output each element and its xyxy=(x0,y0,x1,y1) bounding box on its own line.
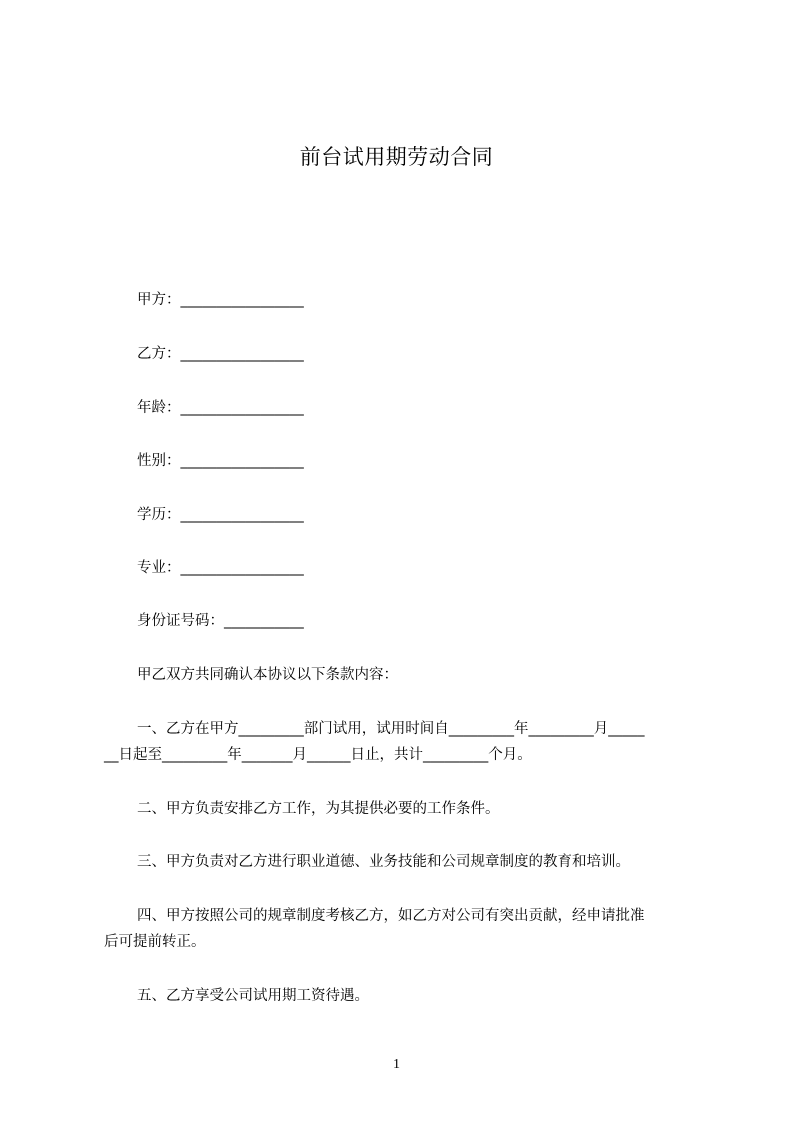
clause-3: 三、甲方负责对乙方进行职业道德、业务技能和公司规章制度的教育和培训。 xyxy=(137,854,630,870)
intro-paragraph: 甲乙双方共同确认本协议以下条款内容： xyxy=(137,667,398,683)
education-field: 学历：_________________ xyxy=(137,507,304,523)
clause-1-line-2: __日起至_________年_______月______日止，共计_________个月。 xyxy=(104,747,532,763)
document-title: 前台试用期劳动合同 xyxy=(299,145,494,169)
clause-4-line-1: 四、甲方按照公司的规章制度考核乙方，如乙方对公司有突出贡献，经申请批准 xyxy=(137,908,645,924)
clause-2: 二、甲方负责安排乙方工作，为其提供必要的工作条件。 xyxy=(137,801,500,817)
party-b-field: 乙方：_________________ xyxy=(137,346,304,362)
clause-5: 五、乙方享受公司试用期工资待遇。 xyxy=(137,988,369,1004)
clause-1-line-1: 一、乙方在甲方_________部门试用，试用时间自_________年_________月_____ xyxy=(137,721,645,737)
major-field: 专业：_________________ xyxy=(137,560,304,576)
party-a-field: 甲方：_________________ xyxy=(137,292,304,308)
gender-field: 性别：_________________ xyxy=(137,453,304,469)
id-number-field: 身份证号码：___________ xyxy=(137,613,304,629)
age-field: 年龄：_________________ xyxy=(137,400,304,416)
page-number: 1 xyxy=(393,1057,400,1072)
clause-4-line-2: 后可提前转正。 xyxy=(104,934,206,950)
